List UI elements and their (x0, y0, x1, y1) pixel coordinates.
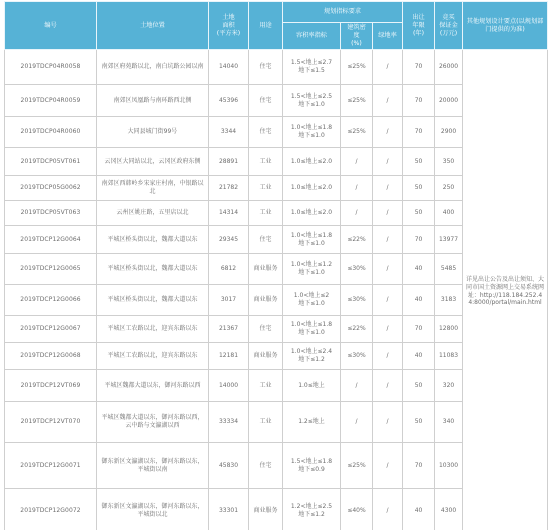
deposit-cell: 320 (435, 370, 463, 402)
density-cell: ≤22% (341, 316, 373, 343)
density-cell: / (341, 148, 373, 176)
term-years-cell: 50 (403, 402, 435, 443)
deposit-cell: 20000 (435, 85, 463, 117)
parcel-code-cell: 2019TDCP04R0059 (5, 85, 97, 117)
green-ratio-cell: / (373, 370, 403, 402)
location-cell: 平城区魏都大道以东，御河东路以西 (97, 370, 209, 402)
header-code: 编号 (5, 2, 97, 50)
header-density: 建筑密 度 (%) (341, 23, 373, 50)
green-ratio-cell: / (373, 402, 403, 443)
parcel-code-cell: 2019TDCP12G0068 (5, 343, 97, 370)
location-cell: 云州区姚庄路，五里店以北 (97, 201, 209, 226)
deposit-cell: 4300 (435, 489, 463, 530)
area-cell: 14000 (209, 370, 249, 402)
deposit-cell: 3183 (435, 285, 463, 316)
term-years-cell: 70 (403, 443, 435, 489)
deposit-cell: 340 (435, 402, 463, 443)
parcel-code-cell: 2019TDCP04R0060 (5, 117, 97, 148)
parcel-code-cell: 2019TDCP04R0058 (5, 50, 97, 85)
far-cell: 1.0≤地上≤2.0 (283, 176, 341, 201)
far-cell: 1.5<地上≤2.5 地下≤1.0 (283, 85, 341, 117)
term-years-cell: 70 (403, 316, 435, 343)
area-cell: 29345 (209, 226, 249, 254)
area-cell: 3344 (209, 117, 249, 148)
green-ratio-cell: / (373, 201, 403, 226)
far-cell: 1.0≤地上≤2.0 (283, 201, 341, 226)
header-use: 用途 (249, 2, 283, 50)
far-cell: 1.0<地上≤2.4 地下≤1.2 (283, 343, 341, 370)
green-ratio-cell: / (373, 254, 403, 285)
term-years-cell: 50 (403, 370, 435, 402)
area-cell: 33301 (209, 489, 249, 530)
land-use-cell: 住宅 (249, 117, 283, 148)
header-area: 土地 面积 (平方米) (209, 2, 249, 50)
term-years-cell: 50 (403, 148, 435, 176)
density-cell: / (341, 402, 373, 443)
parcel-code-cell: 2019TDCP12G0067 (5, 316, 97, 343)
parcel-code-cell: 2019TDCP12G0072 (5, 489, 97, 530)
deposit-cell: 400 (435, 201, 463, 226)
parcel-code-cell: 2019TDCP12G0065 (5, 254, 97, 285)
density-cell: / (341, 370, 373, 402)
deposit-cell: 2900 (435, 117, 463, 148)
far-cell: 1.0≤地上≤2.0 (283, 148, 341, 176)
area-cell: 12181 (209, 343, 249, 370)
area-cell: 14314 (209, 201, 249, 226)
area-cell: 45396 (209, 85, 249, 117)
term-years-cell: 50 (403, 176, 435, 201)
green-ratio-cell: / (373, 176, 403, 201)
green-ratio-cell: / (373, 489, 403, 530)
location-cell: 平城区魏都大道以东，御河东路以西，云中路与文瀛湖以西 (97, 402, 209, 443)
land-use-cell: 工业 (249, 402, 283, 443)
term-years-cell: 40 (403, 343, 435, 370)
density-cell: ≤22% (341, 226, 373, 254)
density-cell: / (341, 176, 373, 201)
area-cell: 3017 (209, 285, 249, 316)
term-years-cell: 50 (403, 201, 435, 226)
far-cell: 1.2≤地上 (283, 402, 341, 443)
area-cell: 33334 (209, 402, 249, 443)
far-cell: 1.0<地上≤1.8 地下≤1.0 (283, 226, 341, 254)
far-cell: 1.0≤地上 (283, 370, 341, 402)
area-cell: 45830 (209, 443, 249, 489)
density-cell: ≤25% (341, 85, 373, 117)
parcel-code-cell: 2019TDCP12G0071 (5, 443, 97, 489)
green-ratio-cell: / (373, 285, 403, 316)
density-cell: ≤25% (341, 117, 373, 148)
table-header (5, 2, 548, 50)
density-cell: ≤30% (341, 254, 373, 285)
area-cell: 6812 (209, 254, 249, 285)
parcel-code-cell: 2019TDCP05G0062 (5, 176, 97, 201)
term-years-cell: 40 (403, 254, 435, 285)
green-ratio-cell: / (373, 148, 403, 176)
area-cell: 21782 (209, 176, 249, 201)
far-cell: 1.2<地上≤2.5 地下≤1.2 (283, 489, 341, 530)
term-years-cell: 70 (403, 117, 435, 148)
header-far: 容积率指标 (283, 23, 341, 50)
location-cell: 南郊区凤凰路与南环路西北侧 (97, 85, 209, 117)
land-use-cell: 工业 (249, 148, 283, 176)
density-cell: ≤25% (341, 50, 373, 85)
header-term-years: 出让 年限 (年) (403, 2, 435, 50)
location-cell: 平城区工农路以北，迎宾东路以东 (97, 343, 209, 370)
green-ratio-cell: / (373, 226, 403, 254)
term-years-cell: 40 (403, 489, 435, 530)
deposit-cell: 10300 (435, 443, 463, 489)
land-use-cell: 工业 (249, 201, 283, 226)
term-years-cell: 70 (403, 85, 435, 117)
land-use-cell: 住宅 (249, 85, 283, 117)
table-row (5, 50, 548, 85)
deposit-cell: 13977 (435, 226, 463, 254)
header-planning-requirements: 规划指标要求 (283, 2, 403, 23)
area-cell: 28891 (209, 148, 249, 176)
deposit-cell: 26000 (435, 50, 463, 85)
green-ratio-cell: / (373, 316, 403, 343)
term-years-cell: 70 (403, 50, 435, 85)
parcel-code-cell: 2019TDCP12VT070 (5, 402, 97, 443)
far-cell: 1.5<地上≤2.7 地下≤1.5 (283, 50, 341, 85)
location-cell: 平城区桥头街以北，魏都大道以东 (97, 285, 209, 316)
far-cell: 1.0<地上≤1.8 地下≤1.0 (283, 316, 341, 343)
land-use-cell: 商业服务 (249, 343, 283, 370)
parcel-code-cell: 2019TDCP12G0066 (5, 285, 97, 316)
parcel-code-cell: 2019TDCP05VT063 (5, 201, 97, 226)
density-cell: / (341, 201, 373, 226)
land-use-cell: 住宅 (249, 50, 283, 85)
location-cell: 南郊区西韩岭乡宋家庄村南，中银路以北 (97, 176, 209, 201)
land-use-cell: 商业服务 (249, 285, 283, 316)
land-use-cell: 住宅 (249, 226, 283, 254)
green-ratio-cell: / (373, 117, 403, 148)
green-ratio-cell: / (373, 343, 403, 370)
green-ratio-cell: / (373, 50, 403, 85)
parcel-code-cell: 2019TDCP12G0064 (5, 226, 97, 254)
deposit-cell: 11083 (435, 343, 463, 370)
area-cell: 14040 (209, 50, 249, 85)
deposit-cell: 12800 (435, 316, 463, 343)
header-other-requirements: 其他规划设计要点(以规划部门提供的为准) (463, 2, 548, 50)
deposit-cell: 250 (435, 176, 463, 201)
location-cell: 南郊区府苑路以北，南白坑路公园以南 (97, 50, 209, 85)
header-green-ratio: 绿地率 (373, 23, 403, 50)
area-cell: 21367 (209, 316, 249, 343)
location-cell: 平城区桥头街以北，魏都大道以东 (97, 226, 209, 254)
density-cell: ≤40% (341, 489, 373, 530)
density-cell: ≤30% (341, 343, 373, 370)
green-ratio-cell: / (373, 85, 403, 117)
location-cell: 平城区工农路以北，迎宾东路以东 (97, 316, 209, 343)
header-location: 土地位置 (97, 2, 209, 50)
density-cell: ≤30% (341, 285, 373, 316)
header-row-top (5, 2, 548, 23)
land-use-cell: 商业服务 (249, 489, 283, 530)
deposit-cell: 5485 (435, 254, 463, 285)
deposit-cell: 350 (435, 148, 463, 176)
term-years-cell: 40 (403, 285, 435, 316)
land-use-cell: 住宅 (249, 443, 283, 489)
green-ratio-cell: / (373, 443, 403, 489)
far-cell: 1.0<地上≤1.2 地下≤1.0 (283, 254, 341, 285)
far-cell: 1.5<地上≤1.8 地下≤0.9 (283, 443, 341, 489)
header-deposit: 竞买 保证金 (万元) (435, 2, 463, 50)
density-cell: ≤25% (341, 443, 373, 489)
location-cell: 御东新区文瀛湖以东，御河东路以东，平城街以北 (97, 489, 209, 530)
other-requirements-note: 详见出让公告及出让须知、大同市国土资源网上交易系统网址：http://118.184.252.44:8000/portal/main.html (463, 50, 548, 530)
parcel-code-cell: 2019TDCP12VT069 (5, 370, 97, 402)
location-cell: 御东新区文瀛湖以东，御河东路以东，平城街以南 (97, 443, 209, 489)
term-years-cell: 70 (403, 226, 435, 254)
location-cell: 平城区桥头街以北，魏都大道以东 (97, 254, 209, 285)
land-use-cell: 工业 (249, 176, 283, 201)
land-parcel-table (4, 1, 548, 530)
far-cell: 1.0<地上≤2 地下≤1.0 (283, 285, 341, 316)
location-cell: 云冈区大同站以北，云冈区政府东侧 (97, 148, 209, 176)
land-use-cell: 商业服务 (249, 254, 283, 285)
land-use-cell: 工业 (249, 370, 283, 402)
far-cell: 1.0<地上≤1.8 地下≤1.0 (283, 117, 341, 148)
parcel-code-cell: 2019TDCP05VT061 (5, 148, 97, 176)
land-use-cell: 住宅 (249, 316, 283, 343)
table-body (5, 50, 548, 530)
location-cell: 大同县城门街99号 (97, 117, 209, 148)
